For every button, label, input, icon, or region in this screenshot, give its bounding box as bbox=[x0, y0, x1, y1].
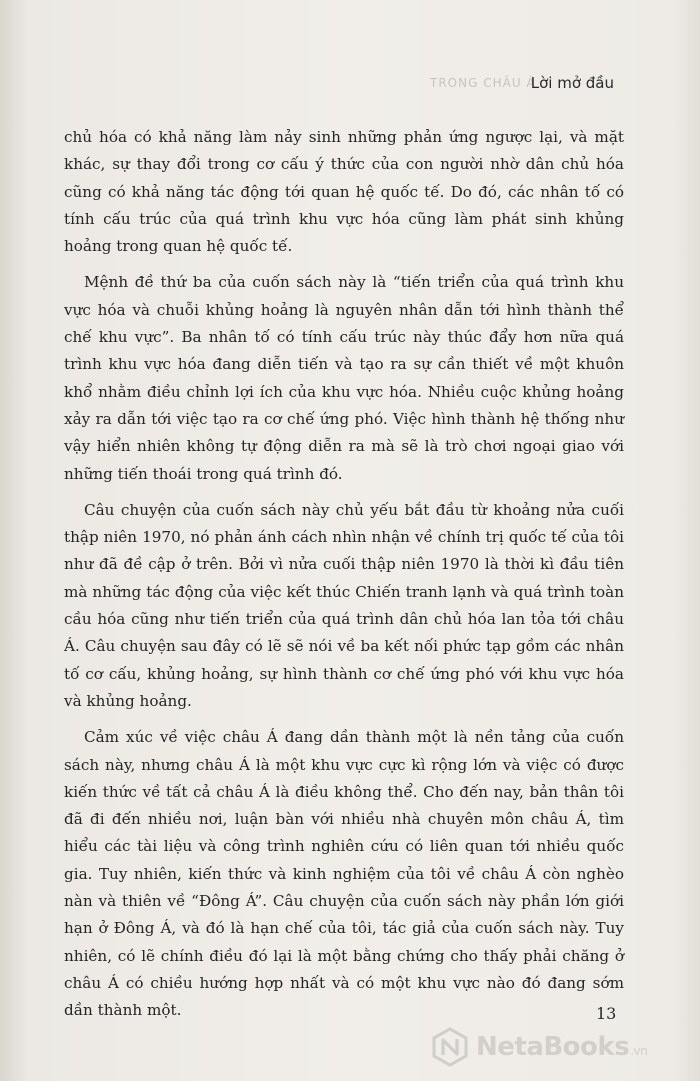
body-text bbox=[64, 124, 624, 1025]
paragraph-2-text: Mệnh đề thứ ba của cuốn sách này là “tiến triển của quá trình khu vực hóa và chuỗi khủng hoảng là nguyên nhân dẫn tới hình thành thể chế khu vực”. Ba nhân tố có tính cấu trúc này thúc đẩy hơn nữa quá trình khu vực hóa đang diễn tiến và tạo ra sự cần thiết về một khuôn khổ nhằm điều chỉnh lợi ích của khu vực hóa. Nhiều cuộc khủng hoảng xảy ra dẫn tới việc tạo ra cơ chế ứng phó. Việc hình thành hệ thống như vậy hiển nhiên không tự động diễn ra mà sẽ là trò chơi ngoại giao với những tiến thoái trong quá trình đó. bbox=[64, 273, 624, 483]
watermark-suffix: .vn bbox=[630, 1044, 648, 1058]
bleed-through-text: TRONG CHÂU Á bbox=[430, 76, 536, 90]
paragraph-3-text: Câu chuyện của cuốn sách này chủ yếu bắt đầu từ khoảng nửa cuối thập niên 1970, nó phản ánh cách nhìn nhận về chính trị quốc tế của tôi như đã đề cập ở trên. Bởi vì nửa cuối thập niên 1970 là thời kì đầu tiên mà những tác động của việc kết thúc Chiến tranh lạnh và quá trình toàn cầu hóa cũng như tiến triển của quá trình dân chủ hóa lan tỏa tới châu Á. Câu chuyện sau đây có lẽ sẽ nói về ba kết nối phức tạp gồm các nhân tố cơ cấu, khủng hoảng, sự hình thành cơ chế ứng phó với khu vực hóa và khủng hoảng. bbox=[64, 500, 624, 710]
paragraph-1: chủ hóa có khả năng làm nảy sinh những phản ứng ngược lại, và mặt khác, sự thay đổi trong cơ cấu ý thức của con người nhờ dân chủ hóa cũng có khả năng tác động tới quan hệ quốc tế. Do đó, các nhân tố có tính cấu trúc của quá trình khu vực hóa cũng làm phát sinh khủng hoảng trong quan hệ quốc tế. bbox=[64, 128, 624, 256]
watermark-brand: NetaBooks bbox=[476, 1032, 630, 1062]
paragraph-2 bbox=[64, 269, 624, 487]
paragraph-4-text: Cảm xúc về việc châu Á đang dần thành một là nền tảng của cuốn sách này, nhưng châu Á là một khu vực cực kì rộng lớn và việc có được kiến thức về tất cả châu Á là điều không thể. Cho đến nay, bản thân tôi đã đi đến nhiều nơi, luận bàn với nhiều nhà chuyên môn châu Á, tìm hiểu các tài liệu và công trình nghiên cứu có liên quan tới nhiều quốc gia. Tuy nhiên, kiến thức và kinh nghiệm của tôi về châu Á còn nghèo nàn và thiên về “Đông Á”. Câu chuyện của cuốn sách này phần lớn giới hạn ở Đông Á, và đó là hạn chế của tôi, tác giả của cuốn sách này. Tuy nhiên, có lẽ chính điều đó lại là một bằng chứng cho thấy phải chăng ở châu Á có chiều hướng hợp nhất và có một khu vực nào đó đang sớm dần thành một. bbox=[64, 728, 624, 1020]
paragraph-3 bbox=[64, 497, 624, 715]
watermark bbox=[430, 1024, 700, 1070]
watermark-text bbox=[476, 1032, 647, 1062]
netabooks-logo-icon bbox=[430, 1027, 470, 1067]
paragraph-4 bbox=[64, 724, 624, 1024]
running-title: Lời mở đầu bbox=[530, 74, 614, 92]
page-number: 13 bbox=[596, 1004, 617, 1023]
